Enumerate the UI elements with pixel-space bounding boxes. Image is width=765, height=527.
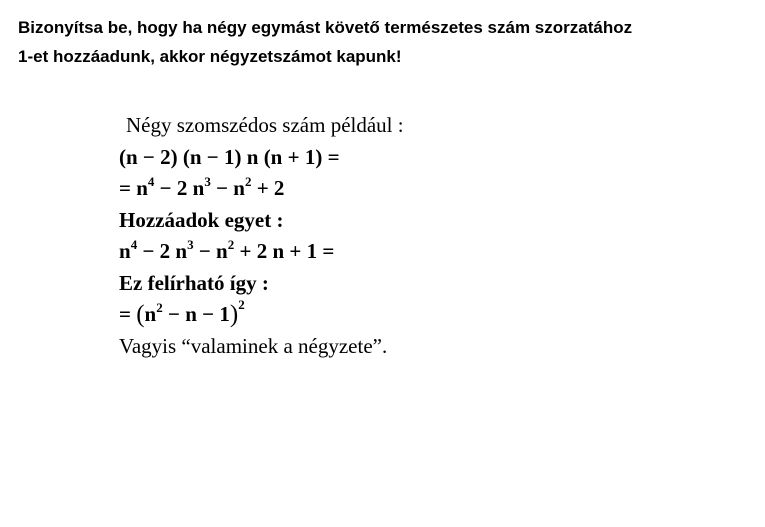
task-line-1: Bizonyítsa be, hogy ha négy egymást követő természetes szám szorzatához (18, 18, 633, 37)
sum-tail: + 2 n + 1 = (234, 239, 335, 263)
task-statement (18, 13, 753, 71)
expanded-exponent-1: 4 (147, 174, 155, 189)
sum-exponent-1: 4 (130, 237, 138, 252)
sum-exponent-2: 3 (187, 237, 194, 252)
square-n: n (144, 302, 157, 326)
conclusion-text: Vagyis “valaminek a négyzete”. (119, 333, 388, 358)
sum-prefix: n (119, 239, 131, 263)
square-open-paren: ( (136, 301, 145, 328)
add-one-label: Hozzáadok egyet : (119, 207, 284, 232)
sum-exponent-3: 2 (227, 237, 235, 252)
expanded-prefix: = n (119, 176, 148, 200)
expanded-exponent-2: 3 (204, 174, 211, 189)
expanded-tail: + 2 (251, 176, 285, 200)
square-outer-exponent: 2 (238, 297, 245, 312)
expanded-mid-1: − 2 n (154, 176, 205, 200)
expanded-exponent-3: 2 (244, 174, 252, 189)
expanded-mid-2: − n (210, 176, 245, 200)
sum-expression (119, 236, 404, 268)
product-expression: (n − 2) (n − 1) n (n + 1) = (119, 144, 340, 169)
square-n-exponent: 2 (156, 300, 163, 315)
rewrite-label: Ez felírható így : (119, 270, 269, 295)
square-rest: − n − 1 (162, 302, 230, 326)
solution-block (119, 110, 404, 362)
sum-mid-1: − 2 n (137, 239, 188, 263)
square-close-paren: ) (229, 301, 239, 328)
sum-mid-2: − n (193, 239, 228, 263)
task-line-2: 1-et hozzáadunk, akkor négyzetszámot kapunk! (18, 47, 402, 66)
intro-text: Négy szomszédos szám például : (126, 113, 404, 137)
expanded-expression (119, 173, 404, 205)
square-equals: = (119, 302, 137, 326)
square-expression (119, 299, 404, 331)
